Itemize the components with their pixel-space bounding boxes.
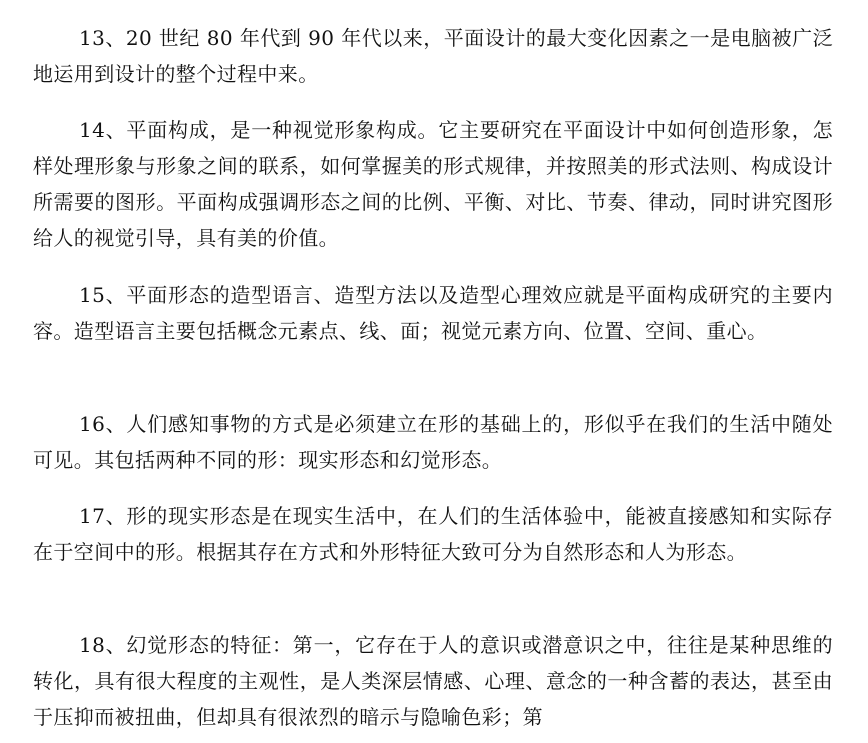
paragraph-15: 15、平面形态的造型语言、造型方法以及造型心理效应就是平面构成研究的主要内容。造型语言主要包括概念元素点、线、面；视觉元素方向、位置、空间、重心。: [33, 283, 833, 343]
paragraph-17: 17、形的现实形态是在现实生活中，在人们的生活体验中，能被直接感知和实际存在于空间中的形。根据其存在方式和外形特征大致可分为自然形态和人为形态。: [33, 504, 833, 564]
paragraph-16: 16、人们感知事物的方式是必须建立在形的基础上的，形似乎在我们的生活中随处可见。其包括两种不同的形：现实形态和幻觉形态。: [33, 412, 833, 472]
paragraph-13: 13、20 世纪 80 年代到 90 年代以来，平面设计的最大变化因素之一是电脑被广泛地运用到设计的整个过程中来。: [33, 26, 833, 86]
paragraph-14: 14、平面构成，是一种视觉形象构成。它主要研究在平面设计中如何创造形象，怎样处理形象与形象之间的联系，如何掌握美的形式规律，并按照美的形式法则、构成设计所需要的图形。平面构成强调形态之间的比例、平衡、对比、节奏、律动，同时讲究图形给人的视觉引导，具有美的价值。: [33, 118, 833, 250]
paragraph-18: 18、幻觉形态的特征：第一，它存在于人的意识或潜意识之中，往往是某种思维的转化，具有很大程度的主观性，是人类深层情感、心理、意念的一种含蓄的表达，甚至由于压抑而被扭曲，但却具有很浓烈的暗示与隐喻色彩；第: [33, 633, 833, 729]
